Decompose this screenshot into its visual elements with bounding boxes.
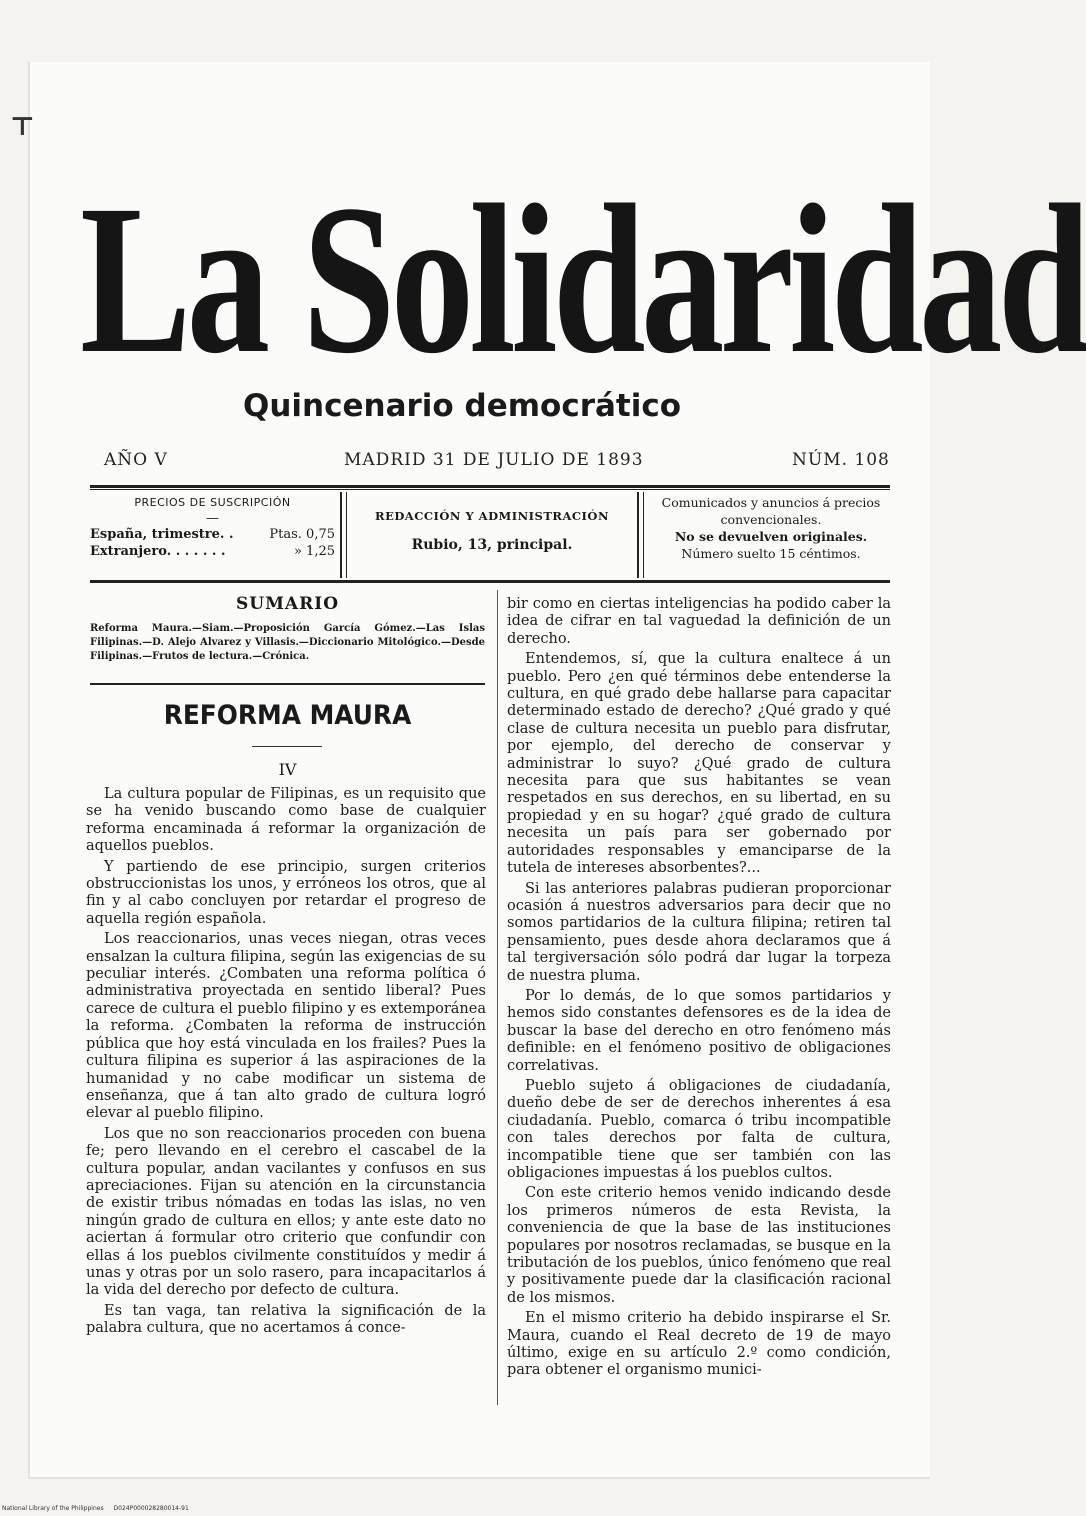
right-paragraph: Si las anteriores palabras pudieran proporcionar ocasión á nuestros adversarios para decir que no somos partidarios de la cultura filipina; retiren tal pensamiento, pues desde ahora declaramos que á tal tergiversación sólo podrá dar lugar la torpeza de nuestra pluma. — [507, 880, 891, 984]
column-separator — [497, 590, 498, 1405]
left-paragraph: La cultura popular de Filipinas, es un requisito que se ha venido buscando como base de cualquier reforma encaminada á reformar la organización de aquellos pueblos. — [86, 786, 486, 855]
top-rule — [90, 485, 890, 488]
notice-originals: No se devuelven originales. — [674, 529, 868, 544]
article-title: REFORMA MAURA — [163, 700, 412, 731]
subscription-row-abroad — [90, 543, 335, 560]
subscription-box — [90, 494, 335, 578]
notice-price: Número suelto 15 céntimos. — [681, 546, 861, 561]
right-paragraph: bir como en ciertas inteligencias ha podido caber la idea de cifrar en tal vaguedad la definición de un derecho. — [507, 596, 891, 647]
price-value-abroad: » 1,25 — [293, 544, 335, 559]
article-right-column — [507, 596, 891, 1412]
notices-box — [650, 494, 892, 578]
left-paragraph: Los reaccionarios, unas veces niegan, otras veces ensalzan la cultura filipina, según las exigencias de su peculiar interés. ¿Combaten una reforma política ó administrativa proyectada en sentido liberal? Pues carece de cultura el pueblo filipino y es extemporánea la reforma. ¿Combaten la reforma de instrucción pública que hoy está vinculada en los frailes? Pues la cultura filipina es superior á las aspiraciones de la humanidad y no cabe modificar un sistema de enseñanza, que á tan alto grado de cultura logró elevar al pueblo filipino. — [86, 931, 486, 1122]
left-paragraph: Los que no son reaccionarios proceden con buena fe; pero llevando en el cerebro el cascabel de la cultura popular, andan vacilantes y confusos en sus apreciaciones. Fijan su atención en la circunstancia de existir tribus nómadas en todas las islas, no ven ningún grado de cultura en ellos; y ante este dato no aciertan á formular otro criterio que confundir con ellas á los pueblos civilmente constituídos y medir á unas y otras por un solo rasero, para incapacitarlos á la vida del derecho por defecto de cultura. — [86, 1125, 486, 1299]
left-paragraph: Y partiendo de ese principio, surgen criterios obstruccionistas los unos, y erróneos los otros, que al fin y al cabo concluyen por retardar el progreso de aquella región española. — [86, 858, 486, 927]
right-paragraph: Pueblo sujeto á obligaciones de ciudadanía, dueño debe de ser de derechos inherentes á esa ciudadanía. Pueblo, comarca ó tribu incompatible con tales derechos por falta de cultura, incompatible tiene que ser también con las obligaciones impuestas á los pueblos cultos. — [507, 1077, 891, 1181]
notice-ads: Comunicados y anuncios á precios convencionales. — [661, 495, 881, 527]
subscription-row-spain — [90, 526, 335, 543]
issue-year: AÑO V — [104, 450, 168, 470]
archive-footer — [2, 1505, 197, 1512]
price-label-abroad: Extranjero. . . . . . . — [90, 544, 226, 559]
box-divider-right — [637, 492, 644, 578]
office-heading: REDACCIÓN Y ADMINISTRACIÓN — [375, 509, 609, 523]
summary-text: Reforma Maura.—Siam.—Proposición García Gómez.—Las Islas Filipinas.—D. Alejo Alvarez y Villasis.—Diccionario Mitológico.—Desde Filipinas.—Frutos de lectura.—Crónica. — [90, 623, 485, 662]
subscription-heading: PRECIOS DE SUSCRIPCIÓN — [134, 496, 291, 509]
page-mark: ⊤ — [10, 112, 35, 142]
price-value-spain: Ptas. 0,75 — [269, 527, 335, 542]
box-divider-left — [340, 492, 347, 578]
article-left-column — [86, 786, 486, 1412]
left-paragraph: Es tan vaga, tan relativa la significación de la palabra cultura, que no acertamos á conce- — [86, 1302, 486, 1337]
summary-heading: SUMARIO — [236, 594, 339, 614]
issue-number: NÚM. 108 — [792, 450, 890, 470]
summary-rule — [90, 683, 485, 685]
subscription-dash: — — [206, 511, 219, 526]
issue-date: MADRID 31 DE JULIO DE 1893 — [344, 450, 644, 470]
office-address: Rubio, 13, principal. — [411, 537, 573, 553]
office-box — [352, 494, 632, 578]
footer-library: National Library of the Philippines — [2, 1505, 104, 1512]
box-bottom-rule — [90, 580, 890, 583]
right-paragraph: Por lo demás, de lo que somos partidarios y hemos sido constantes defensores es de la idea de buscar la base del derecho en otro fenómeno más definible: en el fenómeno positivo de obligaciones correlativas. — [507, 987, 891, 1074]
masthead-title: La Solidaridad — [80, 161, 1086, 398]
right-paragraph: Entendemos, sí, que la cultura enaltece á un pueblo. Pero ¿en qué términos debe entenderse la cultura, en qué grado debe hallarse para capacitar determinado estado de derecho? ¿Qué grado y qué clase de cultura necesita un pueblo para disfrutar, por ejemplo, del derecho de conservar y administrar lo suyo? ¿Qué grado de cultura necesita para que sus habitantes se vean respetados en sus derechos, en su libertad, en su propiedad y en su hogar? ¿qué grado de cultura necesita un país para ser gobernado por autoridades responsables y emanciparse de la tutela de intereses absorbentes?... — [507, 651, 891, 877]
right-paragraph: En el mismo criterio ha debido inspirarse el Sr. Maura, cuando el Real decreto de 19 de mayo último, exige en su artículo 2.º como condición, para obtener el organismo munici- — [507, 1310, 891, 1379]
masthead-subtitle: Quincenario democrático — [243, 388, 682, 424]
footer-code: D024P000028280014-91 — [113, 1505, 189, 1512]
price-label-spain: España, trimestre. . — [90, 527, 234, 542]
article-section: IV — [278, 760, 297, 779]
title-underline — [252, 746, 322, 747]
top-rule-thin — [90, 489, 890, 490]
right-paragraph: Con este criterio hemos venido indicando desde los primeros números de esta Revista, la conveniencia de que la base de las instituciones populares por nosotros reclamadas, se busque en la tributación de los pueblos, único fenómeno que real y positivamente puede dar la clasificación racional de los mismos. — [507, 1185, 891, 1306]
